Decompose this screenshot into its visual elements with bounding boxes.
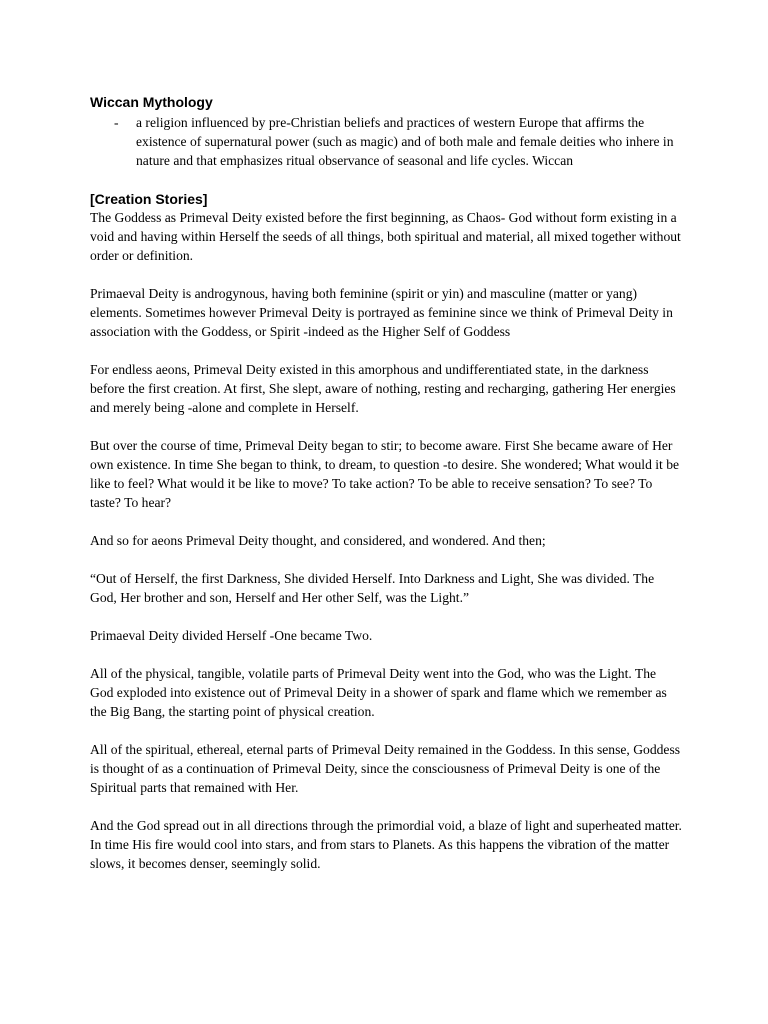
paragraph-2: Primaeval Deity is androgynous, having both feminine (spirit or yin) and masculine (matter or yang) elements. Sometimes however Primeval Deity is portrayed as feminine since we think of Primeval Deity in association with the Goddess, or Spirit -indeed as the Higher Self of Goddess xyxy=(90,286,673,339)
paragraph-9: All of the spiritual, ethereal, eternal parts of Primeval Deity remained in the Goddess. In this sense, Goddess is thought of as a continuation of Primeval Deity, since the consciousness of Primeval Deity is one of the Spiritual parts that remained with Her. xyxy=(90,742,681,795)
definition-text: a religion influenced by pre-Christian beliefs and practices of western Europe that affirms the existence of supernatural power (such as magic) and of both male and female deities who inhere in nature and that emphasizes ritual observance of seasonal and life cycles. Wiccan xyxy=(136,115,674,168)
paragraph-10: And the God spread out in all directions through the primordial void, a blaze of light and superheated matter. In time His fire would cool into stars, and from stars to Planets. As this happens the vibration of the matter slows, it becomes denser, seemingly solid. xyxy=(90,818,682,871)
bullet-marker: - xyxy=(114,115,119,130)
paragraph-3: For endless aeons, Primeval Deity existed in this amorphous and undifferentiated state, in the darkness before the first creation. At first, She slept, aware of nothing, resting and recharging, gathering Her energies and merely being -alone and complete in Herself. xyxy=(90,362,676,415)
paragraph-1: The Goddess as Primeval Deity existed before the first beginning, as Chaos- God without form existing in a void and having within Herself the seeds of all things, both spiritual and material, all mixed together without order or definition. xyxy=(90,210,681,263)
definition-bullet xyxy=(90,113,682,170)
document-title: Wiccan Mythology xyxy=(90,94,213,110)
paragraph-5: And so for aeons Primeval Deity thought, and considered, and wondered. And then; xyxy=(90,533,546,548)
paragraph-8: All of the physical, tangible, volatile parts of Primeval Deity went into the God, who was the Light. The God exploded into existence out of Primeval Deity in a shower of spark and flame which we remember as the Big Bang, the starting point of physical creation. xyxy=(90,666,667,719)
paragraph-6: “Out of Herself, the first Darkness, She divided Herself. Into Darkness and Light, She was divided. The God, Her brother and son, Herself and Her other Self, was the Light.” xyxy=(90,571,655,605)
document-page xyxy=(90,93,682,892)
paragraph-4: But over the course of time, Primeval Deity began to stir; to become aware. First She became aware of Her own existence. In time She began to think, to dream, to question -to desire. She wondered; What would it be like to feel? What would it be like to move? To take action? To be able to receive sensation? To see? To taste? To hear? xyxy=(90,438,680,510)
paragraph-7: Primaeval Deity divided Herself -One became Two. xyxy=(90,628,373,643)
section-heading-creation-stories: [Creation Stories] xyxy=(90,191,208,207)
